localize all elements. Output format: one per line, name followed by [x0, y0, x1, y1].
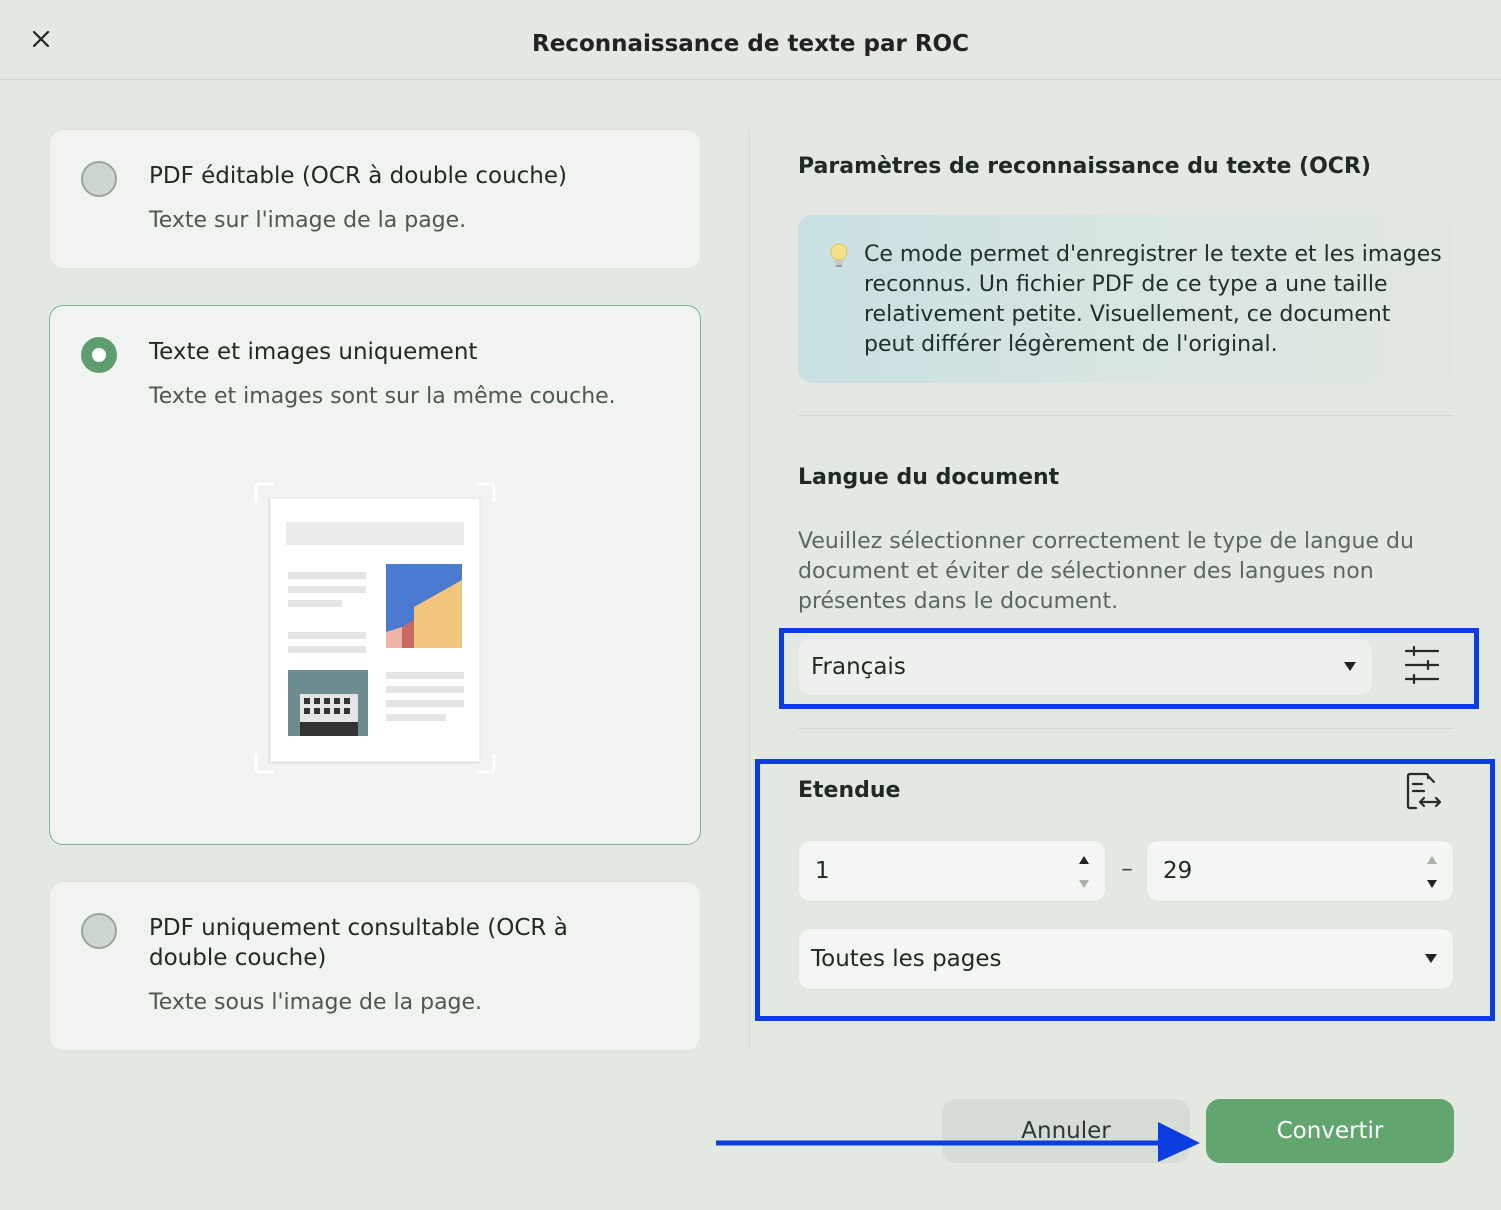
close-icon [32, 30, 50, 48]
settings-heading: Paramètres de reconnaissance du texte (OCR) [798, 154, 1371, 179]
option-card-editable-pdf[interactable] [49, 129, 701, 269]
range-from-value: 1 [815, 858, 830, 884]
option-subtitle: Texte sur l'image de la page. [149, 208, 467, 233]
highlight-annotation-range [755, 759, 1495, 1021]
document-illustration [254, 482, 496, 774]
range-to-value: 29 [1163, 858, 1193, 884]
arrow-annotation [714, 1118, 1204, 1166]
dialog-title: Reconnaissance de texte par ROC [532, 31, 969, 57]
cancel-button[interactable]: Annuler [942, 1099, 1190, 1163]
divider [798, 415, 1453, 416]
language-heading: Langue du document [798, 465, 1060, 490]
close-button[interactable] [24, 22, 58, 56]
convert-button[interactable]: Convertir [1206, 1099, 1454, 1163]
language-description: Veuillez sélectionner correctement le type de langue du document et éviter de sélectionner des langues non présentes dans le document. [798, 529, 1414, 614]
radio-text-images[interactable] [81, 337, 117, 373]
option-subtitle: Texte et images sont sur la même couche. [149, 384, 616, 409]
pages-select-value: Toutes les pages [811, 946, 1002, 972]
info-text: Ce mode permet d'enregistrer le texte et les images reconnus. Un fichier PDF de ce type a une taille relativement petite. Visuellement, ce document peut différer légèrement de l'original. [864, 242, 1442, 357]
highlight-annotation-language [779, 628, 1479, 709]
range-heading: Etendue [798, 778, 901, 803]
option-title: Texte et images uniquement [149, 339, 478, 365]
divider [798, 728, 1453, 729]
radio-searchable-pdf[interactable] [81, 913, 117, 949]
lightbulb-icon [828, 242, 850, 270]
radio-editable-pdf[interactable] [81, 161, 117, 197]
range-separator: – [1121, 856, 1133, 882]
panel-divider [749, 130, 750, 1050]
option-title: PDF uniquement consultable (OCR à double couche) [149, 915, 568, 971]
language-select-value: Français [811, 654, 906, 680]
option-title: PDF éditable (OCR à double couche) [149, 163, 567, 189]
option-subtitle: Texte sous l'image de la page. [149, 990, 483, 1015]
